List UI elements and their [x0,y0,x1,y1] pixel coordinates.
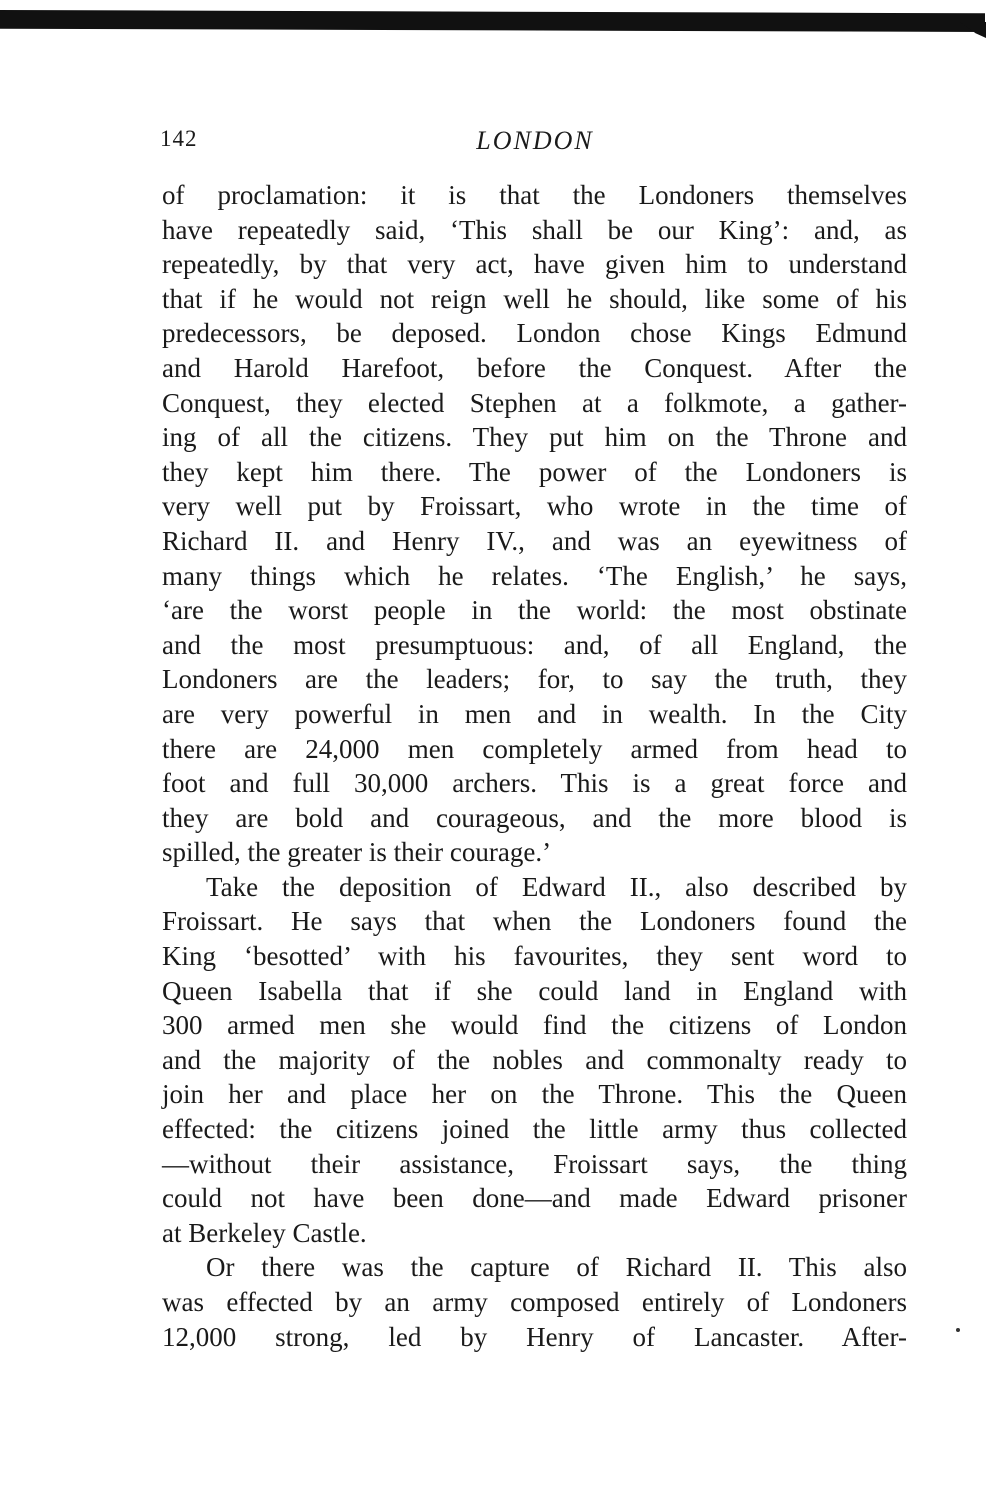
text-line: Froissart. He says that when the Londoners found the [162,906,907,937]
text-line: effected: the citizens joined the little army thus collected [162,1114,907,1145]
text-line: Conquest, they elected Stephen at a folkmote, a gather- [162,387,907,418]
text-line: they kept him there. The power of the Londoners is [162,456,907,487]
text-line: of proclamation: it is that the Londoners themselves [162,180,907,210]
text-line: could not have been done—and made Edward prisoner [162,1183,907,1214]
running-title: LONDON [476,126,594,155]
text-line: 300 armed men she would find the citizens of London [162,1010,907,1041]
text-line: are very powerful in men and in wealth. In the City [162,698,907,729]
text-line: 12,000 strong, led by Henry of Lancaster. After- [162,1321,907,1352]
text-line: Or there was the capture of Richard II. This also [206,1252,907,1283]
body-text [162,178,907,1354]
page-number: 142 [160,126,198,151]
text-line: ‘are the worst people in the world: the most obstinate [162,595,907,626]
scan-speck [956,1328,960,1332]
text-line: was effected by an army composed entirely of Londoners [162,1287,907,1317]
text-line: that if he would not reign well he should, like some of his [162,283,907,314]
text-line: Queen Isabella that if she could land in England with [162,975,907,1006]
text-line: Richard II. and Henry IV., and was an eyewitness of [162,525,907,556]
paragraph [162,178,907,870]
text-line: predecessors, be deposed. London chose Kings Edmund [162,318,907,349]
text-line: and the majority of the nobles and commonalty ready to [162,1044,907,1075]
text-line: and the most presumptuous: and, of all England, the [162,629,907,660]
text-line: there are 24,000 men completely armed from head to [162,733,907,764]
text-line: —without their assistance, Froissart says, the thing [162,1148,907,1179]
text-line: repeatedly, by that very act, have given him to understand [162,249,907,280]
text-line: Take the deposition of Edward II., also described by [206,871,907,902]
page-header [160,126,910,166]
top-scan-border [0,10,985,32]
text-line: join her and place her on the Throne. This the Queen [162,1079,907,1110]
text-line: ing of all the citizens. They put him on the Throne and [162,422,907,453]
text-line: at Berkeley Castle. [162,1217,367,1248]
text-line: spilled, the greater is their courage.’ [162,837,552,868]
text-line: Londoners are the leaders; for, to say the truth, they [162,664,907,695]
text-line: many things which he relates. ‘The English,’ he says, [162,560,907,591]
text-line: have repeatedly said, ‘This shall be our King’: and, as [162,214,907,245]
text-line: very well put by Froissart, who wrote in the time of [162,491,907,522]
text-line: King ‘besotted’ with his favourites, they sent word to [162,941,907,972]
text-line: foot and full 30,000 archers. This is a great force and [162,768,907,799]
paragraph [162,1250,907,1354]
paragraph [162,870,907,1251]
text-line: and Harold Harefoot, before the Conquest. After the [162,352,907,383]
text-line: they are bold and courageous, and the more blood is [162,802,907,833]
